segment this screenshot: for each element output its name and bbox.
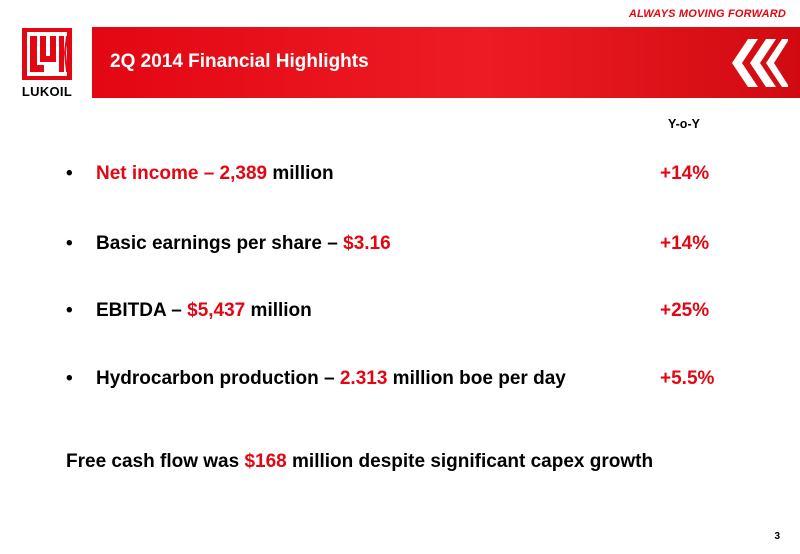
page-title: 2Q 2014 Financial Highlights: [110, 51, 369, 72]
lukoil-logo: [10, 26, 84, 98]
tagline: ALWAYS MOVING FORWARD: [628, 8, 786, 20]
bullet: •: [66, 163, 73, 184]
fcf-suffix: million despite significant capex growth: [286, 451, 654, 472]
fcf-prefix: Free cash flow was: [66, 451, 245, 472]
highlight-prefix: EBITDA –: [96, 300, 188, 321]
highlight-suffix: million boe per day: [387, 368, 566, 389]
free-cash-flow-statement: [66, 451, 653, 473]
chevron-arrows-icon: [726, 37, 788, 89]
highlight-value: $5,437: [187, 300, 246, 321]
lukoil-emblem-icon: [10, 26, 84, 84]
yoy-change: +25%: [660, 300, 710, 321]
highlight-eps: [66, 233, 746, 261]
logo-wordmark: LUKOIL: [21, 84, 73, 99]
highlight-ebitda: [66, 300, 746, 328]
highlight-production: [66, 368, 746, 396]
page-number: 3: [774, 531, 780, 542]
yoy-column-header: Y-o-Y: [668, 117, 700, 131]
highlight-text: [96, 300, 312, 322]
highlight-value: $3.16: [343, 233, 391, 254]
yoy-change: +5.5%: [660, 368, 715, 389]
highlight-net-income: [66, 163, 746, 191]
bullet: •: [66, 368, 73, 389]
highlight-text: [96, 368, 566, 390]
highlight-text: [96, 233, 391, 255]
highlight-prefix: Hydrocarbon production –: [96, 368, 340, 389]
highlight-value: 2.313: [339, 368, 388, 389]
yoy-change: +14%: [660, 233, 710, 254]
title-bar: [92, 27, 800, 98]
yoy-change: +14%: [660, 163, 710, 184]
bullet: •: [66, 300, 73, 321]
highlight-text: [96, 163, 334, 185]
highlight-suffix: million: [245, 300, 312, 321]
highlight-prefix: Basic earnings per share –: [96, 233, 344, 254]
bullet: •: [66, 233, 73, 254]
highlight-suffix: million: [267, 163, 334, 184]
fcf-value: $168: [244, 451, 287, 472]
highlight-value: Net income – 2,389: [96, 163, 268, 184]
